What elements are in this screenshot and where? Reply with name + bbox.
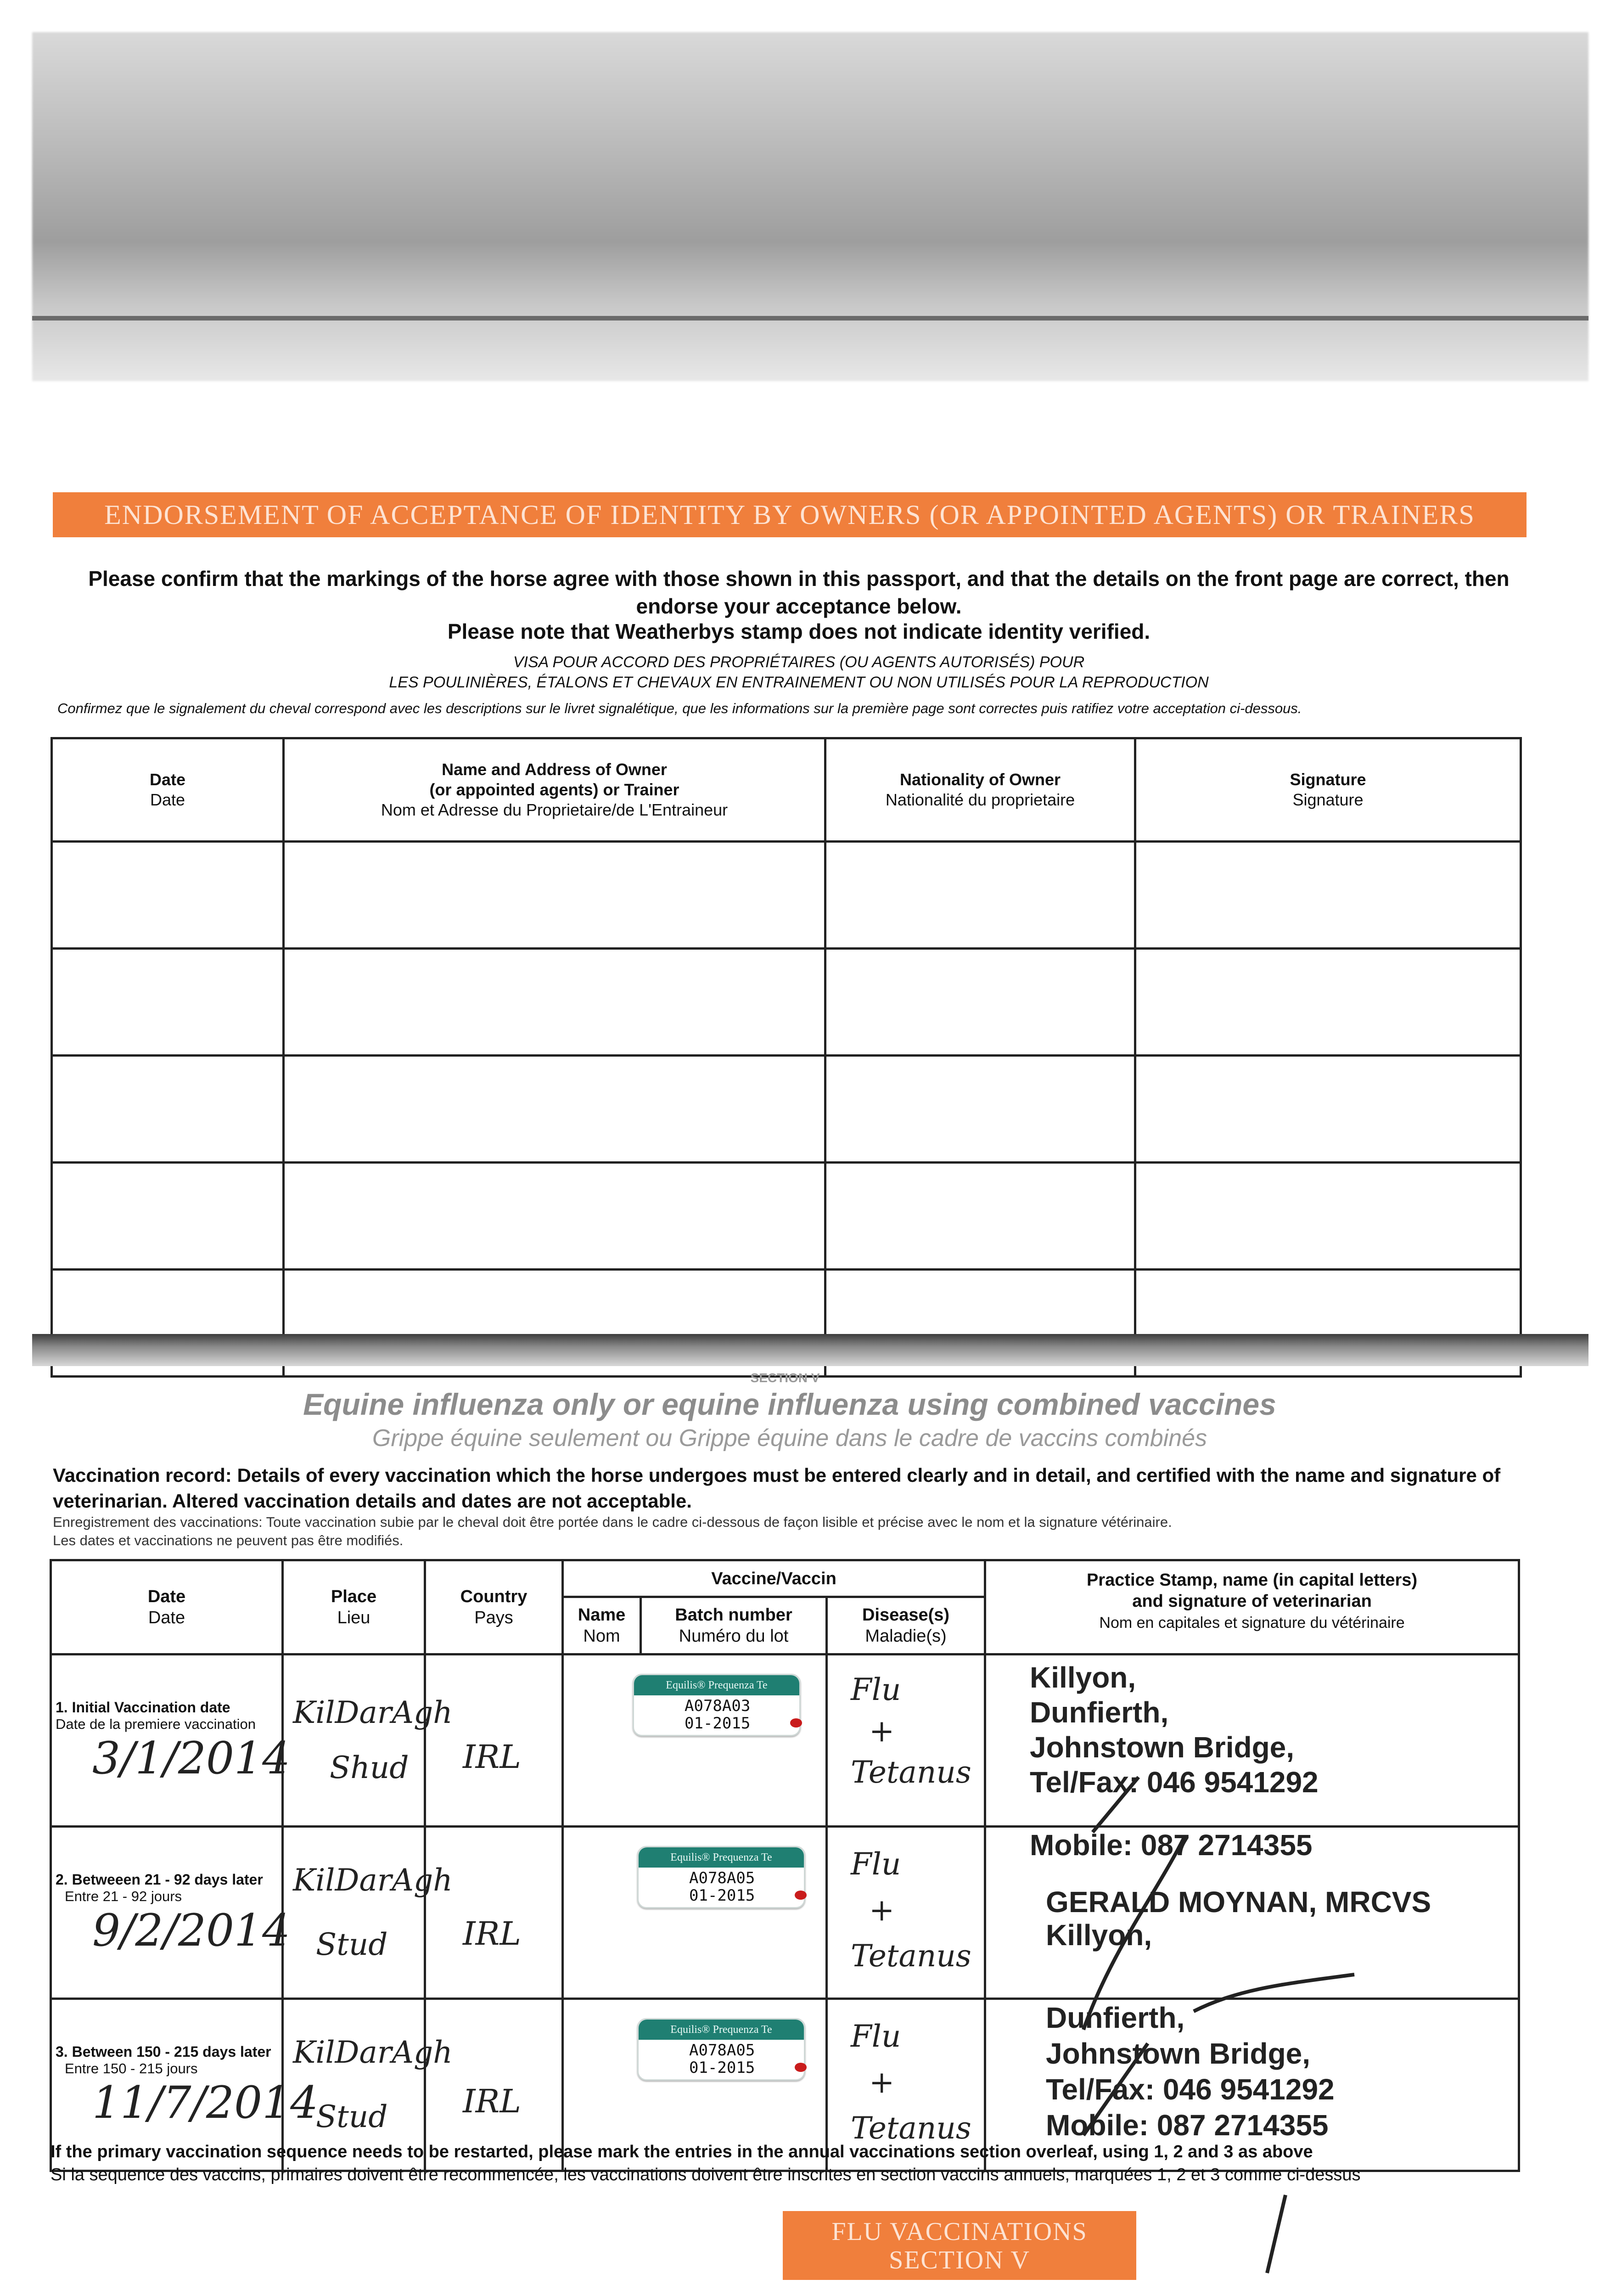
handwritten-plus: + (869, 1713, 895, 1749)
vacc-col-stamp: Practice Stamp, name (in capital letters) and signature of veterinarian Nom en capitales et signature du vétérinaire (985, 1560, 1519, 1654)
handwritten-place: KilDarAgh (293, 1863, 453, 1898)
vacc-col-place: Place Lieu (283, 1560, 425, 1654)
batch-lot: A078A05 (689, 1869, 755, 1887)
table-row (51, 1654, 1519, 1827)
vaccine-batch-sticker (637, 1846, 805, 1908)
footer-instruction: If the primary vaccination sequence needs to be restarted, please mark the entries in the annual vaccinations section overleaf, using 1, 2 and 3 as above (51, 2142, 1313, 2161)
vacc-header-row-1 (51, 1560, 1519, 1597)
instructions-text: Please confirm that the markings of the horse agree with those shown in this passport, and that the details on the front page are correct, then endorse your acceptance below. (88, 567, 1510, 618)
handwritten-disease-2: Tetanus (851, 1938, 971, 1974)
handwritten-date: 11/7/2014 (92, 2077, 319, 2128)
signature-input-cell[interactable] (1135, 949, 1521, 1056)
owners-col-date: Date Date (52, 738, 284, 842)
table-row (52, 842, 1521, 949)
owners-col-nationality: Nationality of Owner Nationalité du proprietaire (825, 738, 1135, 842)
vaccine-batch-sticker (637, 2018, 805, 2081)
batch-expiry: 01-2015 (685, 1714, 751, 1733)
vaccine-brand: Equilis® Prequenza Te (639, 2020, 804, 2040)
visa-text (53, 652, 1545, 692)
vacc-col-country: Country Pays (425, 1560, 563, 1654)
handwritten-place-2: Stud (316, 1927, 388, 1962)
sticker-red-mark (795, 2063, 807, 2072)
section-label: SECTION V (750, 1371, 820, 1385)
signature-input-cell[interactable] (1135, 1056, 1521, 1163)
batch-lot: A078A05 (689, 2041, 755, 2060)
name-input-cell[interactable] (284, 949, 825, 1056)
vacc-stamp-cell[interactable] (985, 1827, 1519, 1999)
signature-input-cell[interactable] (1135, 842, 1521, 949)
nationality-input-cell[interactable] (825, 1163, 1135, 1270)
vacc-country-cell[interactable] (425, 1827, 563, 1999)
name-input-cell[interactable] (284, 842, 825, 949)
vaccine-brand: Equilis® Prequenza Te (634, 1675, 799, 1695)
vet-practice-stamp-3 (986, 2000, 1518, 2143)
vet-practice-stamp (986, 1655, 1518, 1800)
nationality-input-cell[interactable] (825, 1056, 1135, 1163)
date-input-cell[interactable] (52, 1056, 284, 1163)
stamp-line-2: Dunfierth, (1030, 1696, 1169, 1729)
table-row (52, 1163, 1521, 1270)
vacc-disease-cell[interactable] (827, 1827, 985, 1999)
vacc-batch-cell[interactable] (563, 1827, 827, 1999)
batch-expiry: 01-2015 (689, 1886, 755, 1905)
handwritten-country: IRL (463, 2082, 521, 2120)
vacc-col-vaccine: Vaccine/Vaccin (563, 1560, 985, 1597)
stamp-mobile: Mobile: 087 2714355 (1046, 2109, 1329, 2142)
date-input-cell[interactable] (52, 1163, 284, 1270)
vacc-col-batch: Batch number Numéro du lot (641, 1597, 827, 1654)
scan-artifact-top (32, 32, 1588, 381)
row-label-french: Entre 21 - 92 jours (65, 1888, 182, 1904)
handwritten-plus: + (869, 1892, 895, 1928)
owners-table (51, 737, 1522, 1378)
vaccination-record-french (53, 1513, 1545, 1550)
batch-expiry: 01-2015 (689, 2059, 755, 2077)
batch-lot: A078A03 (685, 1697, 751, 1715)
stamp-line-3: Johnstown Bridge, (1046, 2037, 1311, 2070)
scan-artifact-middle (32, 1334, 1588, 1366)
name-input-cell[interactable] (284, 1163, 825, 1270)
vacc-col-disease: Disease(s) Maladie(s) (827, 1597, 985, 1654)
handwritten-place: KilDarAgh (293, 2035, 453, 2070)
section-title: Equine influenza only or equine influenza using combined vaccines (303, 1387, 1276, 1421)
sticker-red-mark (790, 1718, 802, 1728)
handwritten-plus: + (869, 2065, 895, 2100)
vacc-place-cell[interactable] (283, 1654, 453, 1827)
handwritten-date: 9/2/2014 (92, 1905, 291, 1956)
vacc-col-name: Name Nom (563, 1597, 641, 1654)
handwritten-place-2: Shud (330, 1750, 409, 1785)
vaccine-brand: Equilis® Prequenza Te (639, 1847, 804, 1868)
vacc-place-cell[interactable] (283, 1827, 453, 1999)
date-input-cell[interactable] (52, 842, 284, 949)
vacc-stamp-cell[interactable] (985, 1654, 1519, 1827)
vacc-col-date: Date Date (51, 1560, 283, 1654)
table-row (52, 949, 1521, 1056)
vet-practice-stamp-2 (986, 1863, 1518, 1952)
vacc-batch-cell[interactable] (563, 1654, 827, 1827)
vacc-date-cell[interactable] (51, 1827, 291, 1999)
visa-line-1: VISA POUR ACCORD DES PROPRIÉTAIRES (OU AGENTS AUTORISÉS) POUR (513, 653, 1085, 671)
nationality-input-cell[interactable] (825, 842, 1135, 949)
scan-artifact-line (32, 316, 1588, 321)
vacc-disease-cell[interactable] (827, 1654, 985, 1827)
section-subtitle: Grippe équine seulement ou Grippe équine dans le cadre de vaccins combinés (372, 1425, 1207, 1452)
stamp-line-1: Killyon, (1030, 1661, 1136, 1694)
confirm-french: Confirmez que le signalement du cheval correspond avec les descriptions sur le livret signalétique, que les informations sur la première page sont correctes puis ratifiez votre acceptation ci-dessous. (57, 700, 1302, 716)
nationality-input-cell[interactable] (825, 949, 1135, 1056)
name-input-cell[interactable] (284, 1056, 825, 1163)
sticker-red-mark (795, 1891, 807, 1900)
record-french-line-1: Enregistrement des vaccinations: Toute vaccination subie par le cheval doit être portée dans le cadre ci-dessous de façon lisible et précise avec le nom et la signature vétérinaire. (53, 1514, 1172, 1530)
handwritten-disease: Flu (851, 1846, 901, 1882)
vet-practice-stamp-mobile (986, 1828, 1518, 1863)
handwritten-disease: Flu (851, 1672, 901, 1707)
handwritten-disease-2: Tetanus (851, 2110, 971, 2146)
visa-line-2: LES POULINIÈRES, ÉTALONS ET CHEVAUX EN ENTRAINEMENT OU NON UTILISÉS POUR LA REPRODUCTION (389, 674, 1209, 691)
handwritten-country: IRL (463, 1915, 521, 1953)
row-label: 3. Between 150 - 215 days later (56, 2043, 271, 2060)
row-label: 2. Betweeen 21 - 92 days later (56, 1871, 263, 1888)
handwritten-date: 3/1/2014 (92, 1733, 291, 1784)
stamp-line-3: Johnstown Bridge, (1030, 1731, 1295, 1764)
endorsement-banner: ENDORSEMENT OF ACCEPTANCE OF IDENTITY BY OWNERS (OR APPOINTED AGENTS) OR TRAINERS (53, 492, 1527, 537)
stamp-tel: Tel/Fax: 046 9541292 (1046, 2073, 1335, 2106)
footer-instruction-french: Si la sequence des vaccins, primaires doivent être recommencée, les vaccinations doivent être inscrites en section vaccins annuels, marquées 1, 2 et 3 comme ci-dessus (51, 2165, 1361, 2184)
table-row (51, 1827, 1519, 1999)
handwritten-disease-2: Tetanus (851, 1755, 971, 1790)
record-french-line-2: Les dates et vaccinations ne peuvent pas être modifiés. (53, 1532, 404, 1548)
stamp-tel: Tel/Fax: 046 9541292 (1030, 1766, 1319, 1799)
stamp-mobile: Mobile: 087 2714355 (1030, 1829, 1313, 1862)
signature-input-cell[interactable] (1135, 1163, 1521, 1270)
owners-col-signature: Signature Signature (1135, 738, 1521, 842)
banner-line-2: SECTION V (889, 2246, 1030, 2274)
vaccination-table (50, 1559, 1520, 2172)
date-input-cell[interactable] (52, 949, 284, 1056)
stamp-name: GERALD MOYNAN, MRCVS (1046, 1885, 1431, 1919)
stamp-note: Please note that Weatherbys stamp does not indicate identity verified. (447, 619, 1151, 643)
vacc-country-cell[interactable] (425, 1654, 563, 1827)
row-label-french: Date de la premiere vaccination (56, 1716, 256, 1732)
vaccination-record-text: Vaccination record: Details of every vaccination which the horse undergoes must be entered clearly and in detail, and certified with the name and signature of veterinarian. Altered vaccination details and dates are not acceptable. (53, 1464, 1501, 1512)
owners-table-header (52, 738, 1521, 842)
handwritten-country: IRL (463, 1738, 521, 1776)
flu-vaccinations-banner (783, 2211, 1136, 2280)
vacc-date-cell[interactable] (51, 1654, 291, 1827)
vaccine-batch-sticker (633, 1674, 801, 1736)
stamp-line-1: Killyon, (1046, 1919, 1152, 1952)
stamp-line-2: Dunfierth, (1046, 2001, 1185, 2034)
row-label-french: Entre 150 - 215 jours (65, 2060, 198, 2077)
banner-line-1: FLU VACCINATIONS (831, 2217, 1088, 2246)
owners-col-name: Name and Address of Owner (or appointed agents) or Trainer Nom et Adresse du Proprietaire/de L'Entraineur (284, 738, 825, 842)
handwritten-place: KilDarAgh (293, 1695, 453, 1730)
handwritten-disease: Flu (851, 2019, 901, 2054)
handwritten-place-2: Stud (316, 2099, 388, 2134)
row-label: 1. Initial Vaccination date (56, 1699, 230, 1716)
table-row (52, 1056, 1521, 1163)
